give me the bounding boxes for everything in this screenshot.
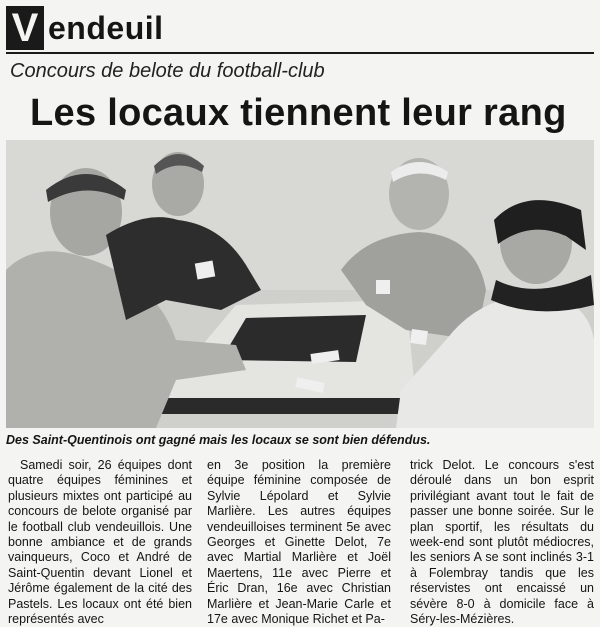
article-paragraph: trick Delot. Le concours s'est déroulé dans un bon esprit privilégiant avant tout le fait de passer une bonne soirée. Sur le plan sportif, les résultats du week-end sont plutôt médiocres, les seniors A se sont inclinés 3-1 à Folembray tandis que les réservistes ont encaissé un sévère 8-0 à domicile face à Séry-les-Mézières. (410, 458, 594, 627)
article-paragraph: Samedi soir, 26 équipes dont quatre équipes féminines et plusieurs mixtes ont participé au concours de belote organisé par le football club vendeuillois. Une bonne ambiance et de grands vainqueurs, Coco et André de Saint-Quentin devant Lionel et Jérôme également de la cité des Pastels. Les locaux ont été bien représentés avec (8, 458, 192, 627)
article-photo (6, 140, 594, 428)
article-paragraph: en 3e position la première équipe féminine composée de Sylvie Lépolard et Sylvie Marlière. Les autres équipes vendeuilloises terminent 5e avec Georges et Ginette Delot, 7e avec Martial Marlière et Joël Maertens, 11e avec Pierre et Éric Dran, 16e avec Christian Marlière et Jean-Marie Carle et 17e avec Monique Richet et Pa- (207, 458, 391, 627)
article-column-1 (8, 458, 192, 627)
card-players-photo (6, 140, 594, 428)
masthead (6, 6, 594, 50)
masthead-title: endeuil (48, 10, 164, 46)
masthead-rule (6, 52, 594, 54)
article-body (8, 458, 594, 627)
photo-caption: Des Saint-Quentinois ont gagné mais les locaux se sont bien défendus. (6, 433, 431, 447)
article-kicker: Concours de belote du football-club (10, 60, 325, 82)
article-headline: Les locaux tiennent leur rang (30, 92, 567, 134)
article-column-2 (207, 458, 391, 627)
masthead-initial: V (6, 6, 44, 50)
article-column-3 (410, 458, 594, 627)
